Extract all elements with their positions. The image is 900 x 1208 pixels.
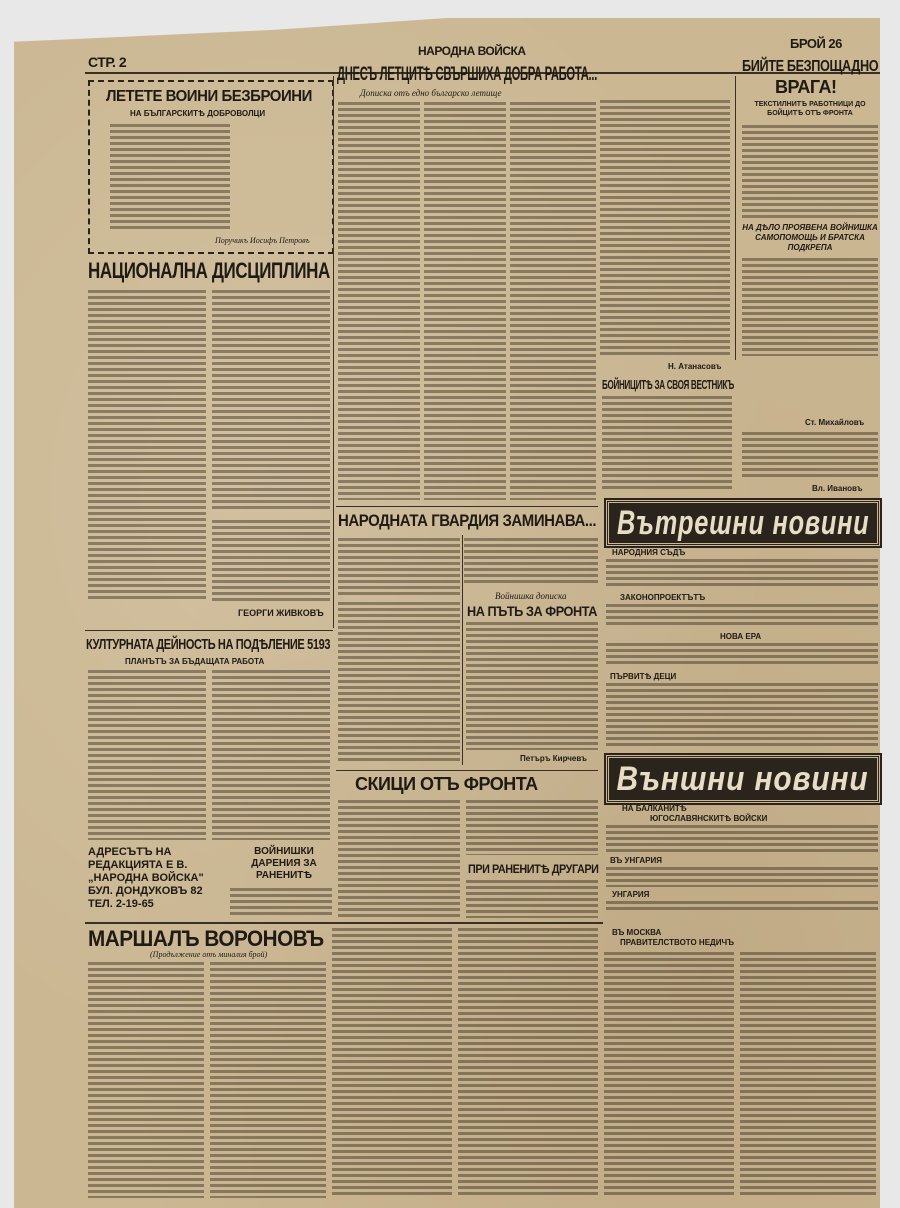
page-number: СТР. 2 xyxy=(88,54,127,70)
poem-author: Поручикъ Иосифъ Петровъ xyxy=(215,236,310,245)
column-rule xyxy=(735,76,736,360)
foreign-item: УНГАРИЯ xyxy=(612,890,650,899)
pilots-col4 xyxy=(600,100,730,355)
guard-cont xyxy=(212,520,330,602)
foreign-item: ВЪ УНГАРИЯ xyxy=(610,856,662,865)
foreign-text xyxy=(606,901,878,913)
foreign-item: ЮГОСЛАВЯНСКИТѢ ВОЙСКИ xyxy=(650,814,768,823)
foreign-item: ПРАВИТЕЛСТВОТО НЕДИЧЪ xyxy=(620,938,735,947)
wounded-text xyxy=(466,880,598,918)
domestic-news-banner xyxy=(606,500,880,546)
pilots-col3 xyxy=(510,102,596,500)
guard-text-2 xyxy=(464,538,598,583)
voronov-title: МАРШАЛЪ ВОРОНОВЪ xyxy=(88,926,324,951)
domestic-item: НОВА ЕРА xyxy=(720,632,762,641)
poem-title: ЛЕТЕТЕ ВОИНИ БЕЗБРОИНИ xyxy=(106,88,312,105)
foreign-news-banner-text: Външни новини xyxy=(616,759,870,798)
sketches-col1 xyxy=(338,800,460,918)
selfhelp-title: НА ДѢЛО ПРОЯВЕНА ВОЙНИШКА САМОПОМОЩЬ И БРАТСКА ПОДКРЕПА xyxy=(742,223,878,252)
guard-text-1 xyxy=(338,538,460,598)
issue-number: БРОЙ 26 xyxy=(790,36,842,51)
domestic-item: НАРОДНИЯ СЪДЪ xyxy=(612,548,686,557)
front-road-title: НА ПЪТЬ ЗА ФРОНТА xyxy=(467,603,598,619)
sketches-title: СКИЦИ ОТЪ ФРОНТА xyxy=(355,774,538,794)
section-rule xyxy=(85,922,603,924)
soldiers-paper-text xyxy=(602,396,732,491)
strike-subtitle: ТЕКСТИЛНИТѢ РАБОТНИЦИ ДО БОЙЦИТѢ ОТЪ ФРОНТА xyxy=(754,101,866,117)
pilots-title: ДНЕСЪ ЛЕТЦИТѢ СВЪРШИХА ДОБРА РАБОТА... xyxy=(337,64,598,85)
editorial-address: АДРЕСЪТЪ НА РЕДАКЦИЯТА Е В. „НАРОДНА ВОЙСКА" БУЛ. ДОНДУКОВЪ 82 ТЕЛ. 2-19-65 xyxy=(88,846,204,910)
guard-title: НАРОДНАТА ГВАРДИЯ ЗАМИНАВА... xyxy=(338,511,597,530)
selfhelp-author-2: Вл. Ивановъ xyxy=(812,484,863,493)
culture-col2 xyxy=(212,670,330,840)
voronov-col3 xyxy=(332,928,452,1198)
domestic-text xyxy=(606,683,878,747)
strike-title-1: БИЙТЕ БЕЗПОЩАДНО xyxy=(742,58,879,75)
voronov-col2 xyxy=(210,962,326,1198)
domestic-text xyxy=(606,643,878,667)
foreign-text xyxy=(606,867,878,887)
culture-col1 xyxy=(88,670,206,840)
front-road-author: Петъръ Кирчевъ xyxy=(520,754,587,763)
discipline-author: ГЕОРГИ ЖИВКОВЪ xyxy=(238,608,324,618)
domestic-item: ПЪРВИТѢ ДЕЦИ xyxy=(610,672,677,681)
pilots-subtitle: Дописка отъ едно българско летище xyxy=(360,88,502,98)
poem-subtitle: НА БЪЛГАРСКИТѢ ДОБРОВОЛЦИ xyxy=(130,109,266,118)
foreign-news-banner xyxy=(606,755,880,803)
voronov-col1 xyxy=(88,962,204,1198)
voronov-col6 xyxy=(740,952,876,1198)
wounded-title: ПРИ РАНЕНИТѢ ДРУГАРИ xyxy=(468,862,599,876)
culture-subtitle: ПЛАНЪТЪ ЗА БЪДАЩАТА РАБОТА xyxy=(125,657,265,666)
rule xyxy=(336,506,598,507)
rule xyxy=(85,630,333,631)
poem-box xyxy=(88,80,334,254)
rule xyxy=(336,770,598,771)
guard-col-cont xyxy=(338,602,460,764)
donations-title: ВОЙНИШКИ ДАРЕНИЯ ЗА РАНЕНИТѢ xyxy=(251,846,317,881)
domestic-news-banner-text: Вътрешни новини xyxy=(616,503,870,542)
strike-title-2: ВРАГА! xyxy=(775,77,837,97)
domestic-text xyxy=(606,604,878,628)
sketches-col2 xyxy=(466,800,598,855)
discipline-text-col1 xyxy=(88,290,206,600)
poem-text xyxy=(110,124,230,232)
foreign-text xyxy=(606,825,878,852)
discipline-title: НАЦИОНАЛНА ДИСЦИПЛИНА xyxy=(88,258,330,283)
domestic-text xyxy=(606,559,878,589)
front-road-kicker: Войнишка дописка xyxy=(495,591,567,601)
pilots-author: Н. Атанасовъ xyxy=(668,362,722,371)
voronov-col4 xyxy=(458,928,598,1198)
voronov-col5 xyxy=(604,952,734,1198)
soldiers-paper-title: БОЙНИЦИТѢ ЗА СВОЯ ВЕСТНИКЪ xyxy=(602,377,734,392)
pilots-col1 xyxy=(338,102,420,500)
culture-title: КУЛТУРНАТА ДЕЙНОСТЬ НА ПОДѢЛЕНИЕ 5193 xyxy=(86,636,331,653)
front-road-text xyxy=(466,622,598,750)
strike-text xyxy=(742,125,878,220)
selfhelp-text-2 xyxy=(742,432,878,480)
foreign-item: ВЪ МОСКВА xyxy=(612,928,662,937)
domestic-item: ЗАКОНОПРОЕКТЪТЪ xyxy=(620,593,706,602)
selfhelp-author: Ст. Михайловъ xyxy=(805,418,865,427)
column-rule xyxy=(333,76,334,628)
pilots-col2 xyxy=(424,102,506,500)
donations-text xyxy=(230,888,332,916)
paper-name: НАРОДНА ВОЙСКА xyxy=(418,44,526,58)
column-rule xyxy=(462,535,463,765)
selfhelp-text xyxy=(742,258,878,356)
discipline-text-col2 xyxy=(212,290,330,512)
foreign-item: НА БАЛКАНИТѢ xyxy=(622,804,687,813)
voronov-subtitle: (Продължение отъ миналия брой) xyxy=(150,950,268,959)
